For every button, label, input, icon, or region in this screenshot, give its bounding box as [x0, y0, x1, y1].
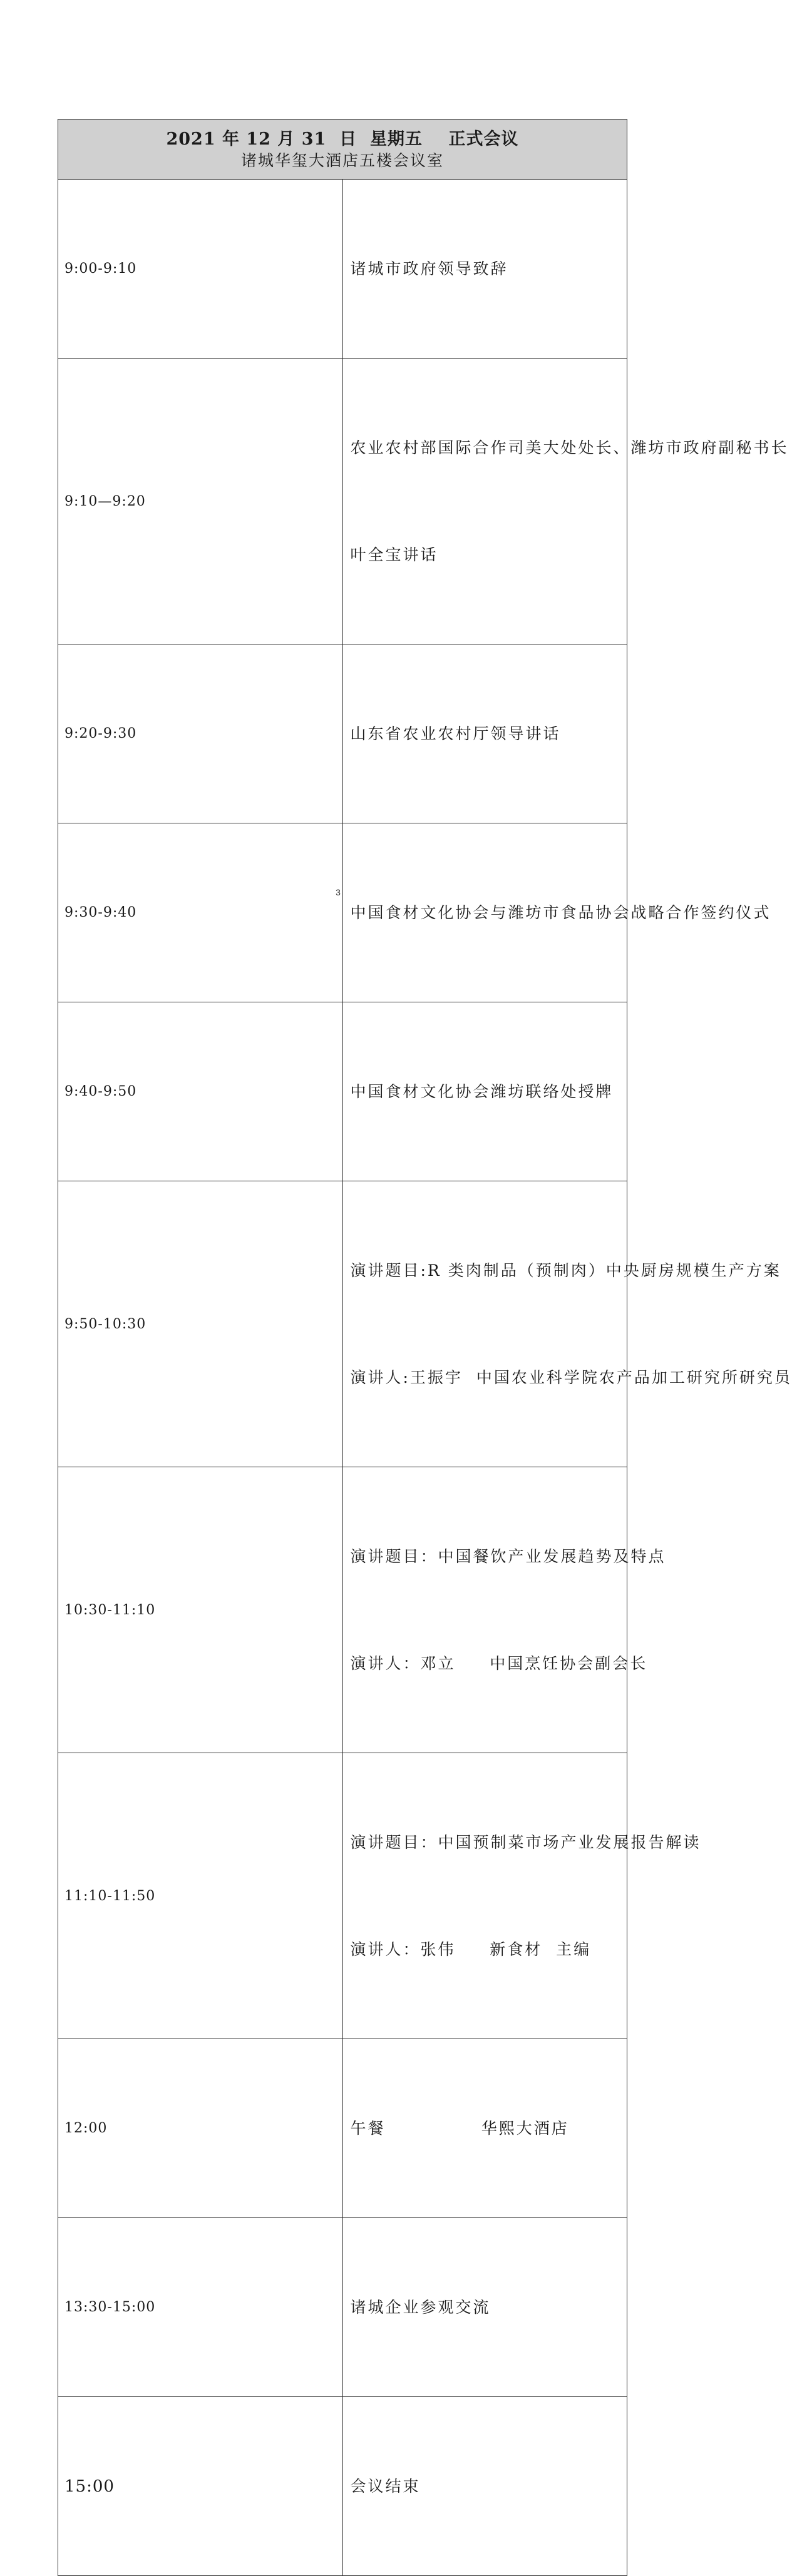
row-item — [342, 2397, 627, 2576]
row-item-line: 演讲人：张伟 新食材 主编 — [350, 1940, 592, 1958]
row-item — [342, 1002, 627, 1181]
row-item-line: 中国食材文化协会潍坊联络处授牌 — [350, 1082, 614, 1101]
row-item-line: 演讲题目：中国餐饮产业发展趋势及特点 — [350, 1547, 666, 1565]
row-item — [342, 1467, 666, 1753]
page-number: 3 — [336, 887, 341, 897]
row-time: 10:30-11:10 — [58, 1467, 343, 1753]
schedule-row — [58, 1181, 627, 1467]
schedule-row — [58, 1002, 627, 1181]
schedule-row — [58, 644, 627, 823]
schedule-row — [58, 2397, 627, 2576]
row-item-line: 演讲题目:R 类肉制品（预制肉）中央厨房规模生产方案 — [350, 1261, 781, 1280]
row-item-line: 午餐 华熙大酒店 — [350, 2119, 569, 2137]
row-time: 9:10—9:20 — [58, 359, 343, 644]
schedule-row — [58, 2039, 627, 2218]
schedule-table — [58, 119, 792, 2576]
schedule-row — [58, 1467, 627, 1753]
row-time: 12:00 — [58, 2039, 343, 2218]
row-item-line: 诸城市政府领导致辞 — [350, 260, 508, 278]
row-item-line: 农业农村部国际合作司美大处处长、潍坊市政府副秘书长 — [350, 439, 789, 457]
schedule-row — [58, 180, 627, 359]
row-item-line: 诸城企业参观交流 — [350, 2298, 491, 2316]
row-item-line: 会议结束 — [350, 2477, 421, 2495]
row-item — [342, 2039, 627, 2218]
schedule-header — [58, 120, 627, 180]
row-item — [342, 644, 627, 823]
schedule-row — [58, 823, 627, 1002]
row-item — [342, 359, 789, 644]
row-item-line: 叶全宝讲话 — [350, 546, 438, 564]
schedule-header-row — [58, 120, 627, 180]
row-time: 13:30-15:00 — [58, 2218, 343, 2397]
header-title: 2021 年 12 月 31 日 星期五 正式会议 — [166, 129, 519, 149]
row-item — [342, 180, 627, 359]
row-item — [342, 823, 771, 1002]
row-item-line: 演讲题目：中国预制菜市场产业发展报告解读 — [350, 1833, 701, 1851]
row-item-line: 山东省农业农村厅领导讲话 — [350, 725, 561, 743]
row-item-line: 中国食材文化协会与潍坊市食品协会战略合作签约仪式 — [350, 904, 771, 922]
schedule-row — [58, 2218, 627, 2397]
row-time: 9:20-9:30 — [58, 644, 343, 823]
row-item — [342, 2218, 627, 2397]
row-item-line: 演讲人:王振宇 中国农业科学院农产品加工研究所研究员 — [350, 1368, 792, 1387]
schedule-row — [58, 359, 627, 644]
row-time: 11:10-11:50 — [58, 1753, 343, 2039]
row-item — [342, 1181, 792, 1467]
header-venue: 诸城华玺大酒店五楼会议室 — [240, 151, 444, 170]
row-time: 15:00 — [58, 2397, 343, 2576]
row-item-line: 演讲人：邓立 中国烹饪协会副会长 — [350, 1654, 648, 1672]
row-item — [342, 1753, 701, 2039]
row-time: 9:50-10:30 — [58, 1181, 343, 1467]
row-time: 9:00-9:10 — [58, 180, 343, 359]
schedule-row — [58, 1753, 627, 2039]
row-time: 9:30-9:40 — [58, 823, 343, 1002]
row-time: 9:40-9:50 — [58, 1002, 343, 1181]
